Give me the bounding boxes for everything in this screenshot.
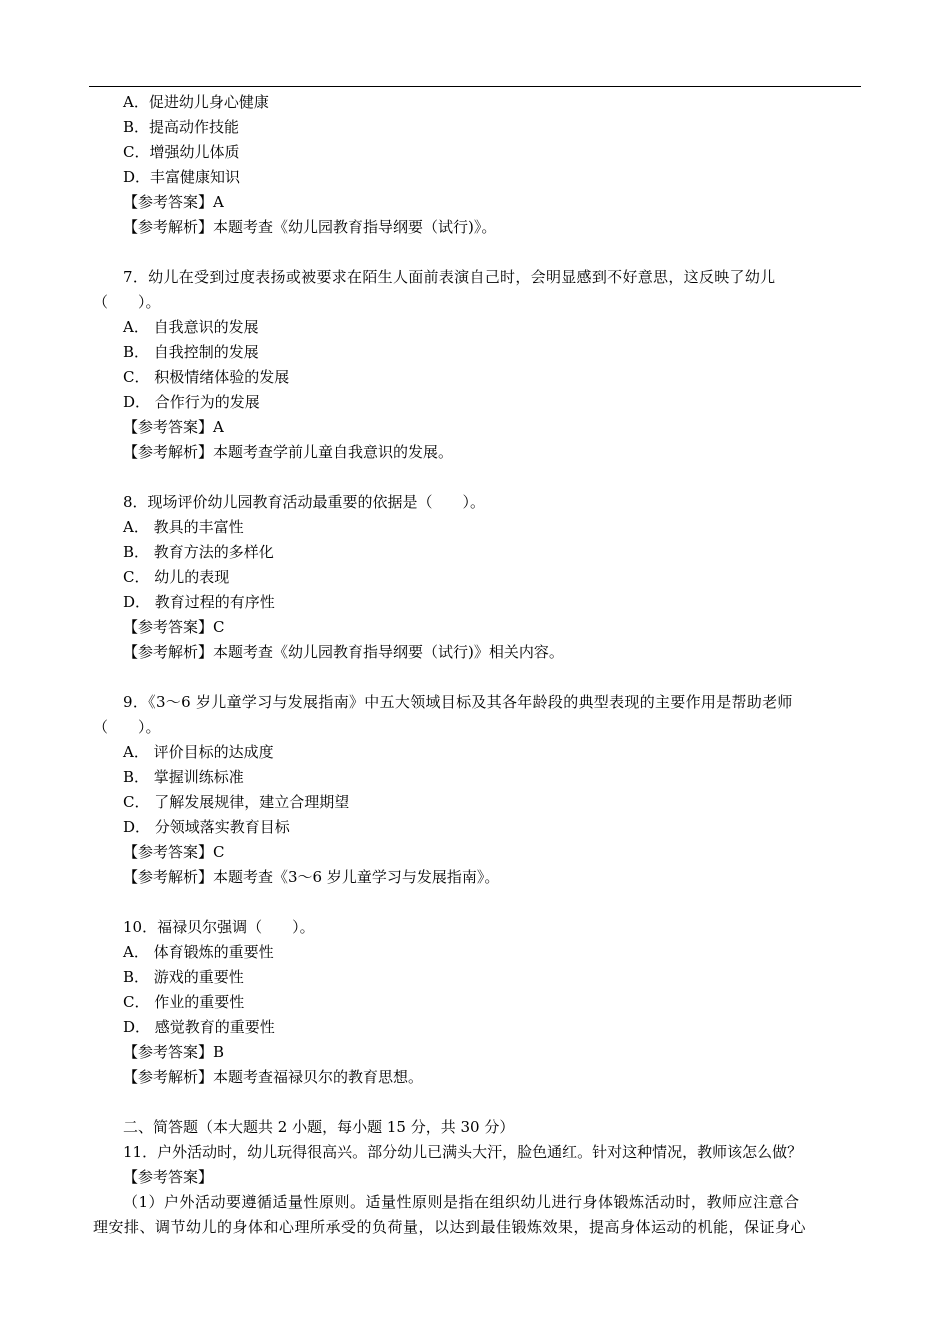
question-8-block xyxy=(0,490,950,665)
option-d: D．丰富健康知识 xyxy=(123,168,241,186)
analysis: 【参考解析】本题考查学前儿童自我意识的发展。 xyxy=(123,443,454,461)
option-c: C． 作业的重要性 xyxy=(123,993,245,1011)
answer: 【参考答案】A xyxy=(123,193,224,211)
analysis: 【参考解析】本题考查《3～6 岁儿童学习与发展指南》。 xyxy=(123,868,500,886)
option-d: D． 教育过程的有序性 xyxy=(123,593,275,611)
option-c: C． 了解发展规律，建立合理期望 xyxy=(123,793,350,811)
option-b: B．提高动作技能 xyxy=(123,118,240,136)
option-b: B． 掌握训练标准 xyxy=(123,768,244,786)
question-9-block xyxy=(0,690,950,890)
answer: 【参考答案】C xyxy=(123,618,225,636)
option-d: D． 合作行为的发展 xyxy=(123,393,260,411)
question-7-block xyxy=(0,265,950,465)
answer: 【参考答案】A xyxy=(123,418,224,436)
question-10-stem: 10．福禄贝尔强调（ ）。 xyxy=(123,918,315,936)
document-body xyxy=(0,90,950,1240)
section-short-answer xyxy=(0,1115,950,1240)
section-heading: 二、简答题（本大题共 2 小题，每小题 15 分，共 30 分） xyxy=(123,1118,515,1136)
answer-paragraph-cont: 理安排、调节幼儿的身体和心理所承受的负荷量，以达到最佳锻炼效果，提高身体运动的机能，保证身心 xyxy=(93,1218,807,1236)
option-c: C． 积极情绪体验的发展 xyxy=(123,368,290,386)
answer: 【参考答案】B xyxy=(123,1043,225,1061)
option-a: A． 教具的丰富性 xyxy=(123,518,244,536)
option-a: A． 自我意识的发展 xyxy=(123,318,259,336)
question-9-stem-cont: （ ）。 xyxy=(93,718,161,736)
option-a: A． 评价目标的达成度 xyxy=(123,743,274,761)
option-c: C． 幼儿的表现 xyxy=(123,568,230,586)
question-11-stem: 11．户外活动时，幼儿玩得很高兴。部分幼儿已满头大汗，脸色通红。针对这种情况，教师该怎么做？ xyxy=(123,1143,803,1161)
answer: 【参考答案】 xyxy=(123,1168,214,1186)
option-a: A． 体育锻炼的重要性 xyxy=(123,943,274,961)
option-d: D． 分领域落实教育目标 xyxy=(123,818,290,836)
question-7-stem: 7．幼儿在受到过度表扬或被要求在陌生人面前表演自己时，会明显感到不好意思，这反映了幼儿 xyxy=(123,268,776,286)
question-10-block xyxy=(0,915,950,1090)
question-9-stem: 9．《3～6 岁儿童学习与发展指南》中五大领域目标及其各年龄段的典型表现的主要作用是帮助老师 xyxy=(123,693,793,711)
analysis: 【参考解析】本题考查福禄贝尔的教育思想。 xyxy=(123,1068,424,1086)
header-rule xyxy=(89,86,861,87)
analysis: 【参考解析】本题考查《幼儿园教育指导纲要（试行)》。 xyxy=(123,218,497,236)
option-b: B． 教育方法的多样化 xyxy=(123,543,274,561)
prev-question-block xyxy=(0,90,950,240)
option-c: C．增强幼儿体质 xyxy=(123,143,240,161)
option-b: B． 游戏的重要性 xyxy=(123,968,244,986)
answer-paragraph: （1）户外活动要遵循适量性原则。适量性原则是指在组织幼儿进行身体锻炼活动时，教师应注意合 xyxy=(123,1193,800,1211)
question-7-stem-cont: （ ）。 xyxy=(93,293,161,311)
option-b: B． 自我控制的发展 xyxy=(123,343,259,361)
question-8-stem: 8．现场评价幼儿园教育活动最重要的依据是（ ）。 xyxy=(123,493,486,511)
option-a: A．促进幼儿身心健康 xyxy=(123,93,269,111)
answer: 【参考答案】C xyxy=(123,843,225,861)
analysis: 【参考解析】本题考查《幼儿园教育指导纲要（试行)》相关内容。 xyxy=(123,643,564,661)
option-d: D． 感觉教育的重要性 xyxy=(123,1018,275,1036)
